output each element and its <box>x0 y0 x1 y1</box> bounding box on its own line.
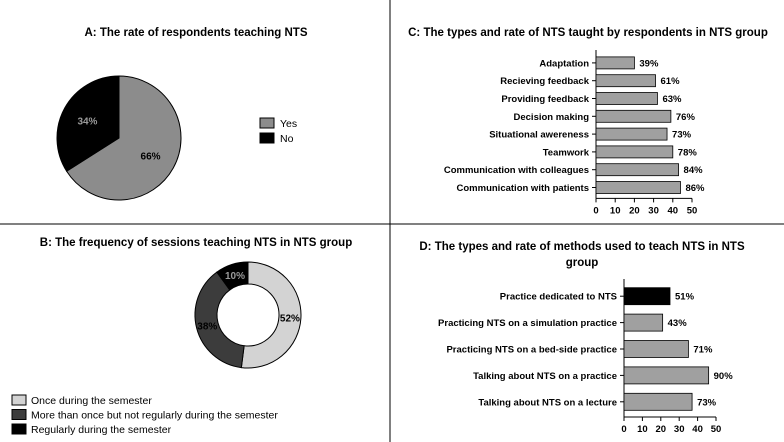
panel-c-title <box>408 27 768 39</box>
panel-b-title <box>40 237 352 249</box>
bar-value-label-practicing-nts-on-a-simulation-practice: 43% <box>667 318 687 330</box>
x-tick-label-0: 0 <box>593 205 599 217</box>
bar-situational-awereness <box>596 128 667 140</box>
bar-talking-about-nts-on-a-practice <box>624 367 709 384</box>
category-label-decision-making: Decision making <box>513 111 589 123</box>
slice-label-once-during-the-semester: 52% <box>279 313 300 325</box>
panel-c <box>408 27 768 216</box>
bar-value-label-teamwork: 78% <box>677 147 697 159</box>
x-tick-label-40: 40 <box>667 205 679 217</box>
bar-value-label-providing-feedback: 63% <box>662 94 682 105</box>
bar-value-label-talking-about-nts-on-a-lecture: 73% <box>697 397 717 409</box>
bar-value-label-practice-dedicated-to-nts: 51% <box>675 291 695 303</box>
panel-c-title-letter: C: <box>408 27 421 39</box>
panel-c-title-text: The types and rate of NTS taught by respondents in NTS group <box>423 27 768 39</box>
x-tick-label-30: 30 <box>673 424 685 435</box>
x-tick-label-50: 50 <box>686 205 698 217</box>
donut-b <box>195 262 301 368</box>
category-label-practicing-nts-on-a-bed-side-practice: Practicing NTS on a bed-side practice <box>446 344 617 356</box>
x-tick-label-20: 20 <box>629 205 640 217</box>
bar-practice-dedicated-to-nts <box>624 288 670 305</box>
slice-label-regularly-during-the-semester: 10% <box>225 271 246 283</box>
bar-value-label-situational-awereness: 73% <box>672 129 692 141</box>
panel-d-title-text: The types and rate of methods used to teach NTS in NTS <box>434 241 745 253</box>
bar-chart-c <box>444 50 705 216</box>
category-label-talking-about-nts-on-a-lecture: Talking about NTS on a lecture <box>478 397 617 409</box>
bar-providing-feedback <box>596 93 657 105</box>
legend-swatch-once-during-the-semester <box>12 395 26 405</box>
legend-a <box>260 118 297 145</box>
legend-label-once-during-the-semester: Once during the semester <box>31 395 152 407</box>
bar-value-label-recieving-feedback: 61% <box>660 76 680 88</box>
x-tick-label-0: 0 <box>621 424 627 435</box>
bar-value-label-communication-with-colleagues: 84% <box>683 165 703 177</box>
panel-b-title-letter: B: <box>39 237 52 249</box>
pie-a <box>57 76 181 200</box>
panel-d-title-line-2: group <box>565 257 599 269</box>
bar-decision-making <box>596 110 671 122</box>
legend-label-regularly-during-the-semester: Regularly during the semester <box>31 424 172 436</box>
panel-a-title-text: The rate of respondents teaching NTS <box>99 27 308 39</box>
panel-d-title-line-1 <box>419 241 745 253</box>
legend-label-more-than-once-but-not-regularly-during-the-semester: More than once but not regularly during the semester <box>31 409 278 422</box>
bar-communication-with-patients <box>596 182 680 194</box>
category-label-situational-awereness: Situational awereness <box>489 129 589 141</box>
bar-value-label-communication-with-patients: 86% <box>685 183 705 194</box>
legend-swatch-regularly-during-the-semester <box>12 424 26 434</box>
bar-value-label-decision-making: 76% <box>675 111 695 123</box>
bar-practicing-nts-on-a-bed-side-practice <box>624 341 688 358</box>
x-tick-label-20: 20 <box>655 424 667 435</box>
legend-swatch-more-than-once-but-not-regularly-during-the-semester <box>12 410 26 420</box>
bar-chart-d <box>438 279 733 435</box>
slice-label-more-than-once-but-not-regularly-during-the-semester: 38% <box>197 321 218 333</box>
legend-b <box>12 395 278 436</box>
bar-value-label-adaptation: 39% <box>639 58 659 70</box>
legend-label-no: No <box>280 133 294 145</box>
panel-b <box>12 237 352 436</box>
bar-adaptation <box>596 57 634 69</box>
bar-practicing-nts-on-a-simulation-practice <box>624 314 663 331</box>
slice-label-yes: 66% <box>140 151 161 163</box>
legend-swatch-yes <box>260 118 274 128</box>
category-label-recieving-feedback: Recieving feedback <box>500 76 589 88</box>
panel-d-title <box>419 241 745 269</box>
panel-a-title <box>84 27 307 39</box>
bar-value-label-talking-about-nts-on-a-practice: 90% <box>713 370 733 382</box>
panel-d-title-letter: D: <box>419 241 435 253</box>
legend-label-yes: Yes <box>280 118 298 130</box>
slice-label-no: 34% <box>77 116 98 128</box>
category-label-adaptation: Adaptation <box>539 58 589 70</box>
panel-d <box>419 241 745 435</box>
legend-swatch-no <box>260 133 274 143</box>
panel-a <box>57 27 308 200</box>
x-tick-label-40: 40 <box>692 424 703 435</box>
bar-value-label-practicing-nts-on-a-bed-side-practice: 71% <box>693 344 713 356</box>
bar-communication-with-colleagues <box>596 164 679 176</box>
category-label-providing-feedback: Providing feedback <box>501 94 589 105</box>
x-tick-label-10: 10 <box>637 424 648 435</box>
x-tick-label-30: 30 <box>648 205 659 217</box>
x-tick-label-50: 50 <box>710 424 722 435</box>
category-label-practicing-nts-on-a-simulation-practice: Practicing NTS on a simulation practice <box>438 318 617 330</box>
category-label-practice-dedicated-to-nts: Practice dedicated to NTS <box>499 291 617 303</box>
category-label-talking-about-nts-on-a-practice: Talking about NTS on a practice <box>473 370 617 382</box>
bar-talking-about-nts-on-a-lecture <box>624 393 692 410</box>
category-label-communication-with-colleagues: Communication with colleagues <box>443 165 589 177</box>
category-label-teamwork: Teamwork <box>542 147 589 159</box>
bar-recieving-feedback <box>596 75 656 87</box>
panel-b-title-text: The frequency of sessions teaching NTS in NTS group <box>55 237 353 249</box>
bar-teamwork <box>596 146 673 158</box>
panel-a-title-letter: A: <box>84 27 97 39</box>
category-label-communication-with-patients: Communication with patients <box>456 183 589 194</box>
x-tick-label-10: 10 <box>609 205 621 217</box>
